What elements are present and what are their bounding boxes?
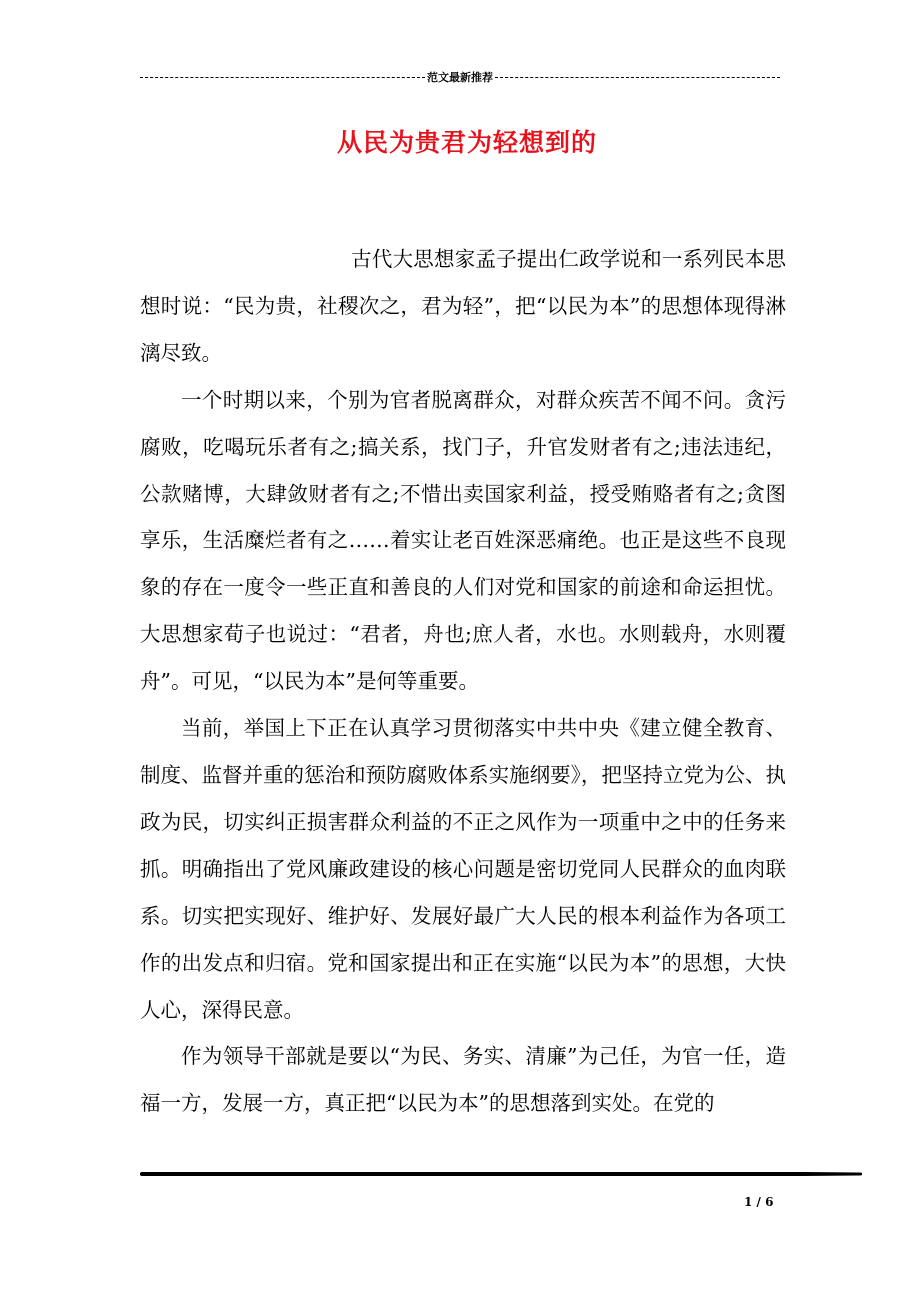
page-number: 1 / 6 <box>744 1195 774 1209</box>
page-header <box>140 69 780 85</box>
paragraph-4: 作为领导干部就是要以“为民、务实、清廉”为己任，为官一任，造福一方，发展一方，真正把“以民为本”的思想落到实处。在党的 <box>140 1044 786 1116</box>
header-label: 范文最新推荐 <box>427 71 493 84</box>
paragraph-3: 当前，举国上下正在认真学习贯彻落实中共中央《建立健全教育、制度、监督并重的惩治和预防腐败体系实施纲要》，把坚持立党为公、执政为民，切实纠正损害群众利益的不正之风作为一项重中之中的任务来抓。明确指出了党风廉政建设的核心问题是密切党同人民群众的血肉联系。切实把实现好、维护好、发展好最广大人民的根本利益作为各项工作的出发点和归宿。党和国家提出和正在实施“以民为本”的思想，大快人心，深得民意。 <box>140 716 786 1022</box>
header-dash-right <box>495 77 780 78</box>
header-dash-left <box>140 77 425 78</box>
paragraph-1: 古代大思想家孟子提出仁政学说和一系列民本思想时说：“民为贵，社稷次之，君为轻”，把“以民为本”的思想体现得淋漓尽致。 <box>140 247 786 365</box>
document-body <box>140 236 786 1127</box>
paragraph-2: 一个时期以来，个别为官者脱离群众，对群众疾苦不闻不问。贪污腐败，吃喝玩乐者有之;搞关系，找门子，升官发财者有之;违法违纪，公款赌博，大肆敛财者有之;不惜出卖国家利益，授受贿赂者有之;贪图享乐，生活糜烂者有之……着实让老百姓深恶痛绝。也正是这些不良现象的存在一度令一些正直和善良的人们对党和国家的前途和命运担忧。大思想家荀子也说过：“君者，舟也;庶人者，水也。水则载舟，水则覆舟”。可见，“以民为本”是何等重要。 <box>140 387 786 694</box>
footer-rule <box>140 1172 862 1176</box>
document-title: 从民为贵君为轻想到的 <box>336 128 597 157</box>
